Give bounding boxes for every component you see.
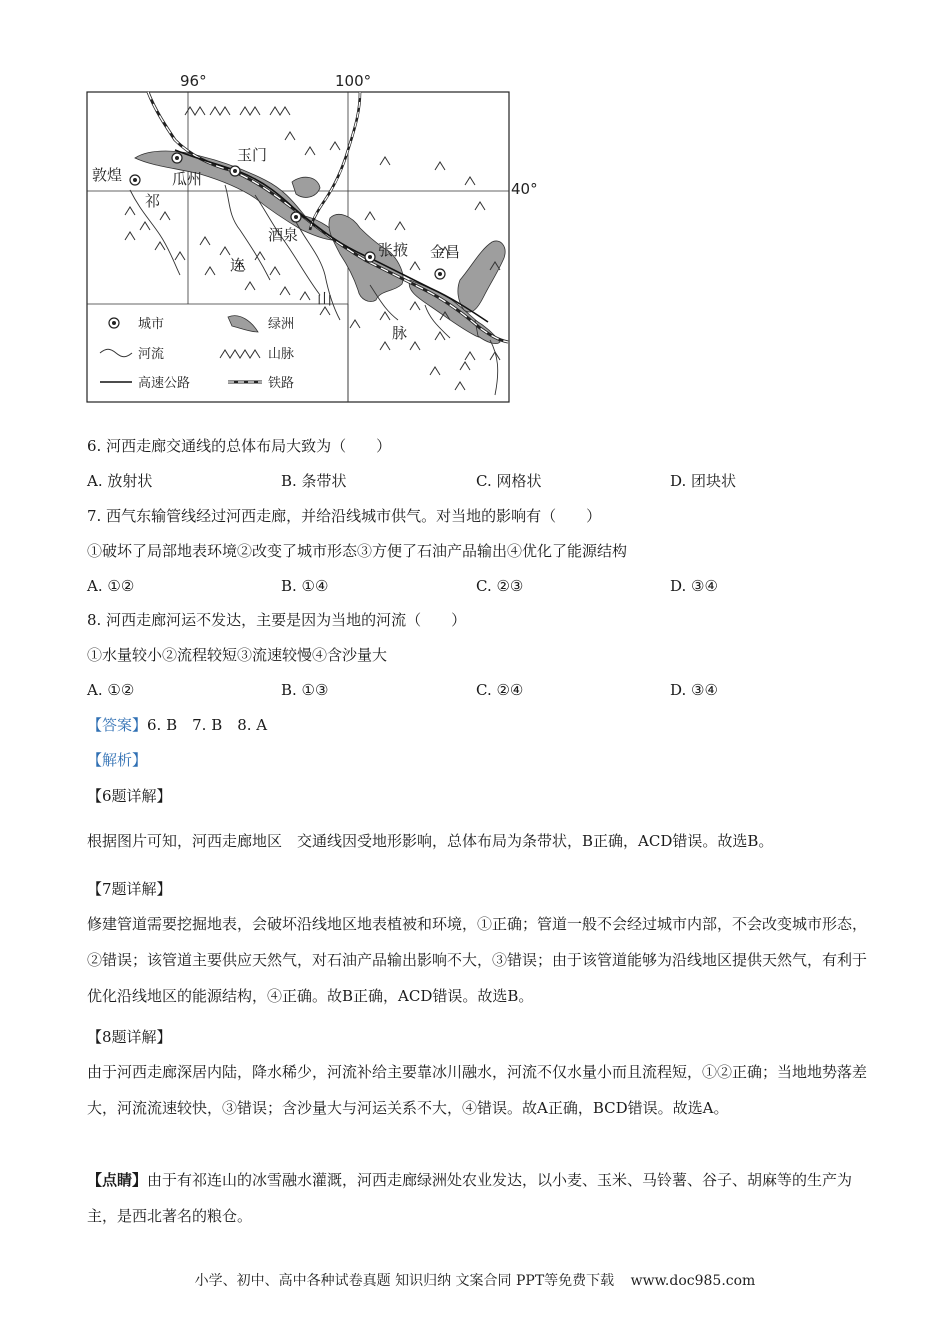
q8-statements: ①水量较小②流程较短③流速较慢④含沙量大 — [87, 646, 388, 664]
detail7-title: 【7题详解】 — [87, 880, 172, 898]
city-guazhou — [172, 153, 182, 163]
lon-100-label: 100° — [335, 72, 372, 90]
tip-paragraph — [87, 1162, 867, 1234]
detail7-text: 修建管道需要挖掘地表，会破坏沿线地区地表植被和环境，①正确；管道一般不会经过城市内部，不会改变城市形态，②错误；该管道主要供应天然气，对石油产品输出影响不大，③错误；由于该管道能够为沿线地区提供天然气，有利于优化沿线地区的能源结构，④正确。故B正确，ACD错误。故选B。 — [87, 915, 868, 1005]
label-yumen: 玉门 — [237, 146, 268, 164]
q7-option-b: B. ①④ — [281, 577, 329, 595]
legend-oasis-icon — [228, 316, 258, 332]
tip-text: 由于有祁连山的冰雪融水灌溉，河西走廊绿洲处农业发达，以小麦、玉米、马铃薯、谷子、胡麻等的生产为主，是西北著名的粮仓。 — [87, 1171, 853, 1225]
city-jiuquan — [291, 212, 301, 222]
tip-title: 【点睛】 — [87, 1171, 148, 1189]
q7-option-a: A. ①② — [87, 577, 135, 595]
city-zhangye — [365, 252, 375, 262]
legend-highway: 高速公路 — [138, 376, 191, 391]
q8-option-c: C. ②④ — [476, 681, 524, 699]
map-legend — [87, 304, 348, 402]
legend-mountain-icon — [220, 350, 260, 358]
label-zhangye: 张掖 — [378, 241, 409, 259]
q6-stem: 6. 河西走廊交通线的总体布局大致为（ ） — [87, 437, 392, 455]
label-lian: 连 — [230, 256, 246, 274]
detail6-text: 根据图片可知，河西走廊地区 交通线因受地形影响，总体布局为条带状，B正确，ACD错误。故选B。 — [87, 832, 774, 850]
legend-river: 河流 — [138, 347, 165, 362]
q6-option-a: A. 放射状 — [87, 472, 153, 490]
footer-text: 小学、初中、高中各种试卷真题 知识归纳 文案合同 PPT等免费下载 — [194, 1273, 615, 1289]
q7-option-c: C. ②③ — [476, 577, 524, 595]
legend-oasis: 绿洲 — [268, 317, 295, 332]
city-yumen — [230, 166, 240, 176]
detail8-text: 由于河西走廊深居内陆，降水稀少，河流补给主要靠冰川融水，河流不仅水量小而且流程短，①②正确；当地地势落差大，河流流速较快，③错误；含沙量大与河运关系不大，④错误。故A正确，BCD错误。故选A。 — [87, 1063, 868, 1117]
label-shan: 山 — [317, 290, 333, 308]
answer-text: 6. B 7. B 8. A — [147, 716, 268, 734]
footer-url[interactable]: www.doc985.com — [630, 1273, 756, 1289]
q8-option-a: A. ①② — [87, 681, 135, 699]
label-qi: 祁 — [145, 192, 161, 210]
answer-label: 【答案】 — [87, 716, 148, 734]
q7-statements: ①破坏了局部地表环境②改变了城市形态③方便了石油产品输出④优化了能源结构 — [87, 542, 628, 560]
legend-river-icon — [100, 349, 132, 357]
legend-railway: 铁路 — [268, 376, 295, 391]
label-jinchang: 金昌 — [430, 243, 461, 261]
lat-40-label: 40° — [511, 180, 538, 198]
legend-mountain: 山脉 — [268, 347, 295, 362]
label-dunhuang: 敦煌 — [92, 166, 123, 184]
label-guazhou: 瓜州 — [172, 170, 203, 188]
answer-line — [87, 715, 267, 735]
city-dunhuang — [130, 175, 140, 185]
detail8-title: 【8题详解】 — [87, 1028, 172, 1046]
q8-option-b: B. ①③ — [281, 681, 329, 699]
label-jiuquan: 酒泉 — [268, 226, 299, 244]
legend-city: 城市 — [138, 317, 165, 332]
detail6-title: 【6题详解】 — [87, 787, 172, 805]
q8-option-d: D. ③④ — [670, 681, 718, 699]
page-footer — [0, 1270, 950, 1290]
label-mai: 脉 — [392, 324, 408, 342]
map-svg — [80, 70, 538, 405]
q6-option-b: B. 条带状 — [281, 472, 347, 490]
hexi-corridor-map — [80, 70, 538, 405]
q7-option-d: D. ③④ — [670, 577, 718, 595]
city-jinchang — [435, 269, 445, 279]
q8-stem: 8. 河西走廊河运不发达，主要是因为当地的河流（ ） — [87, 611, 467, 629]
q6-option-d: D. 团块状 — [670, 472, 737, 490]
lon-96-label: 96° — [180, 72, 207, 90]
q7-stem: 7. 西气东输管线经过河西走廊，并给沿线城市供气。对当地的影响有（ ） — [87, 507, 602, 525]
q6-option-c: C. 网格状 — [476, 472, 542, 490]
analysis-label: 【解析】 — [87, 751, 148, 769]
